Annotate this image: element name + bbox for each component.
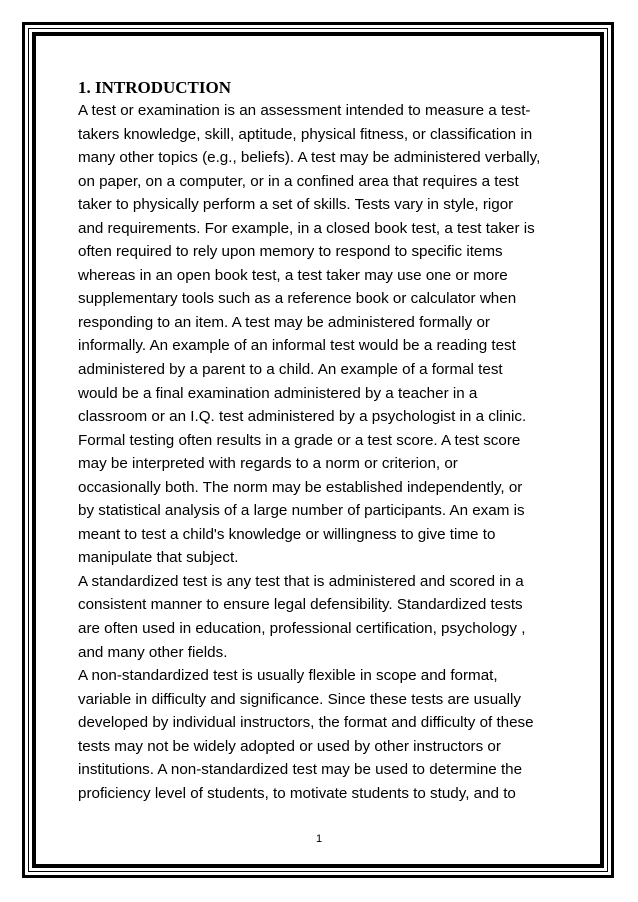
text-line: taker to physically perform a set of skills. Tests vary in style, rigor [78, 196, 514, 214]
document-body [78, 77, 568, 805]
text-line: on paper, on a computer, or in a confined area that requires a test [78, 172, 519, 190]
text-line: may be interpreted with regards to a norm or criterion, or [78, 455, 458, 473]
text-line: institutions. A non-standardized test may be used to determine the [78, 761, 523, 779]
text-line: variable in difficulty and significance. Since these tests are usually [78, 690, 521, 708]
text-line: developed by individual instructors, the format and difficulty of these [78, 714, 534, 732]
body-text [78, 99, 568, 805]
text-line: responding to an item. A test may be administered formally or [78, 313, 490, 331]
text-line: A test or examination is an assessment intended to measure a test- [78, 102, 531, 119]
text-line: A standardized test is any test that is administered and scored in a [78, 572, 524, 590]
text-line: proficiency level of students, to motivate students to study, and to [78, 784, 516, 802]
text-line: tests may not be widely adopted or used by other instructors or [78, 737, 501, 755]
text-line: and many other fields. [78, 643, 228, 661]
text-line: informally. An example of an informal test would be a reading test [78, 337, 516, 355]
text-line: whereas in an open book test, a test taker may use one or more [78, 266, 508, 284]
text-line: are often used in education, professional certification, psychology , [78, 620, 526, 638]
text-line: supplementary tools such as a reference book or calculator when [78, 290, 517, 308]
section-heading: 1. INTRODUCTION [78, 78, 232, 97]
text-line: takers knowledge, skill, aptitude, physical fitness, or classification in [78, 125, 533, 143]
text-line: meant to test a child's knowledge or willingness to give time to [78, 525, 496, 543]
text-line: many other topics (e.g., beliefs). A test may be administered verbally, [78, 149, 541, 167]
text-line: would be a final examination administered by a teacher in a [78, 384, 478, 402]
text-line: administered by a parent to a child. An example of a formal test [78, 361, 503, 379]
text-line: often required to rely upon memory to respond to specific items [78, 243, 503, 261]
page-number: 1 [315, 833, 323, 845]
text-line: consistent manner to ensure legal defensibility. Standardized tests [78, 596, 523, 614]
text-line: and requirements. For example, in a closed book test, a test taker is [78, 219, 535, 237]
text-line: by statistical analysis of a large number of participants. An exam is [78, 502, 525, 520]
text-line: occasionally both. The norm may be established independently, or [78, 478, 523, 496]
text-line: Formal testing often results in a grade or a test score. A test score [78, 431, 521, 449]
text-line: classroom or an I.Q. test administered by a psychologist in a clinic. [78, 408, 527, 426]
text-line: A non-standardized test is usually flexible in scope and format, [78, 667, 498, 685]
text-line: manipulate that subject. [78, 549, 239, 567]
